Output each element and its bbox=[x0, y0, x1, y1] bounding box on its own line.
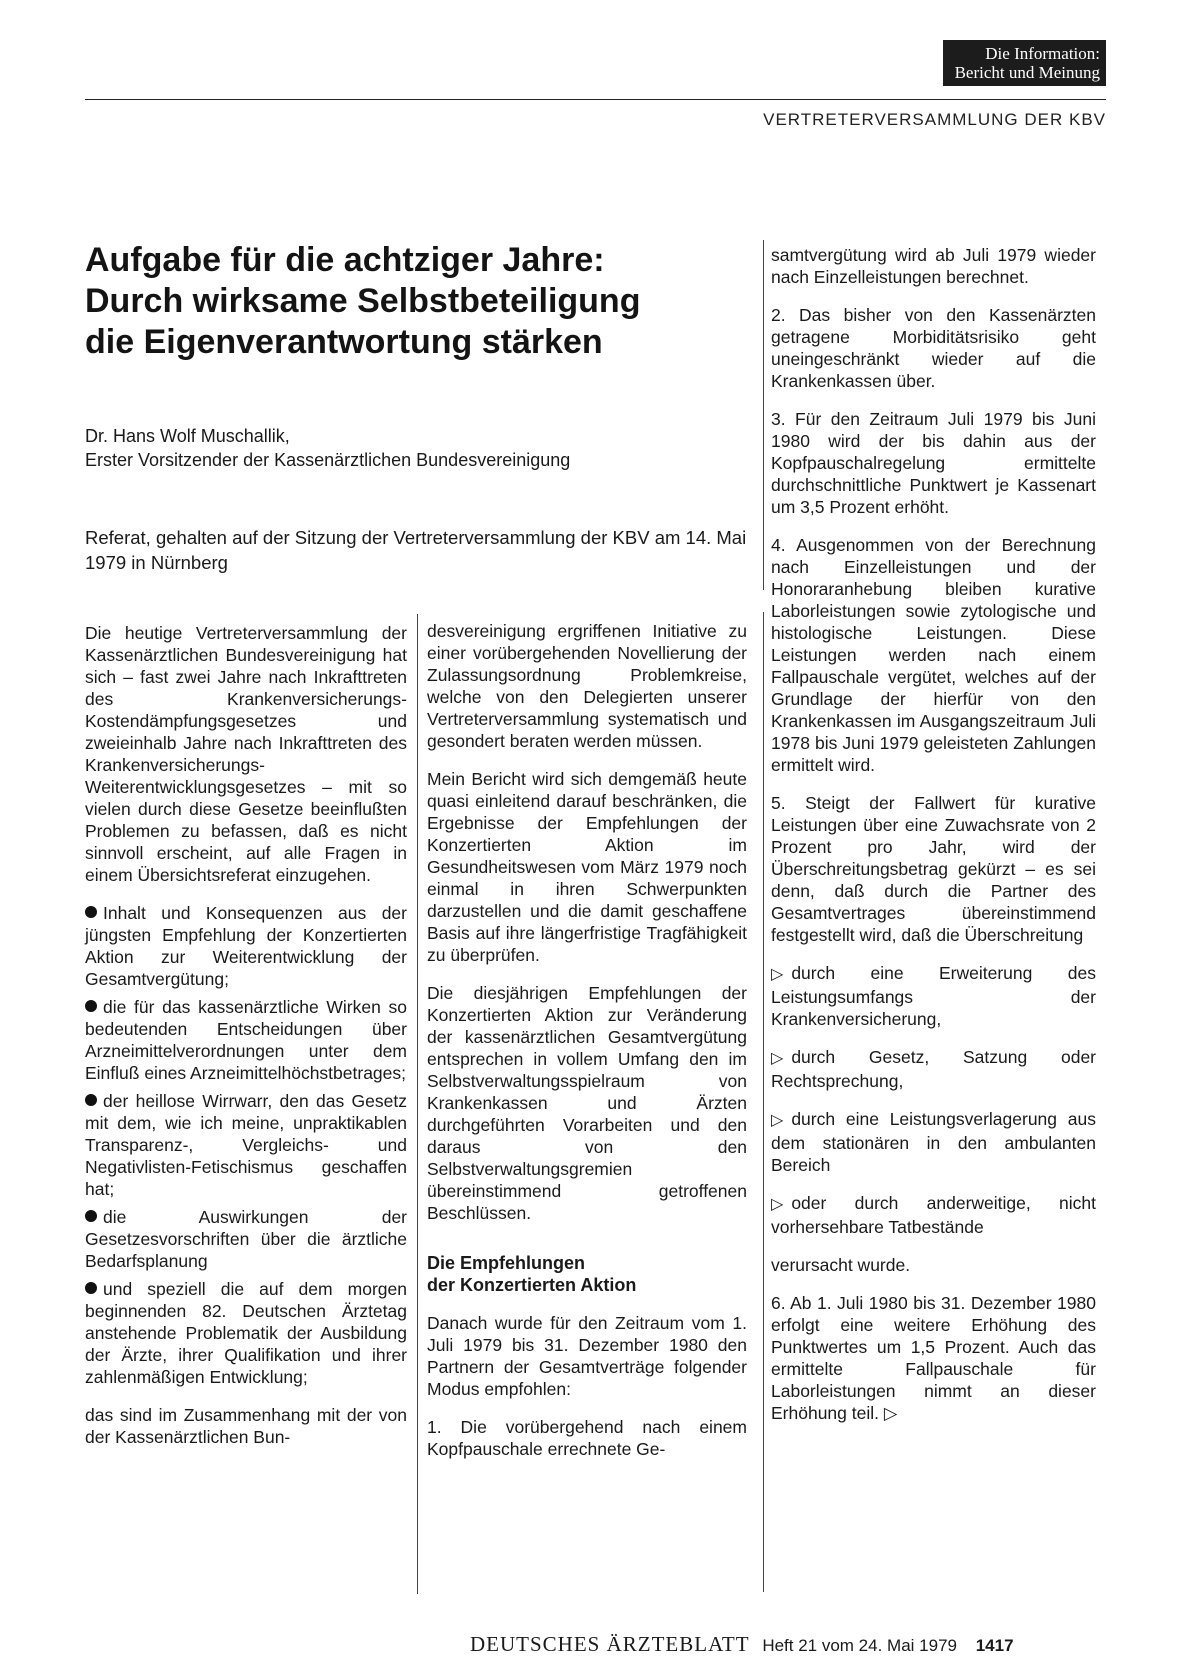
paragraph: desvereinigung ergriffenen Initiative zu einer vorübergehenden Novellierung der Zulassungsordnung Problemkreise, welche von den Delegierten unserer Vertreterversammlung systematisch und gesondert beraten werden müssen. bbox=[427, 621, 747, 751]
paragraph: 1. Die vorübergehend nach einem Kopfpauschale errechnete Ge- bbox=[427, 1417, 747, 1459]
bullet-item bbox=[85, 1278, 407, 1388]
bullet-icon bbox=[85, 906, 97, 918]
continue-arrow-icon: ▷ bbox=[883, 1403, 898, 1423]
arrow-item bbox=[771, 1192, 1096, 1238]
column-divider bbox=[763, 240, 764, 590]
paragraph: 5. Steigt der Fallwert für kurative Leistungen über eine Zuwachsrate von 2 Prozent pro Jahr, wird der Überschreitungsbetrag gekürzt – es sei denn, daß durch die Partner des Gesamtvertrages übereinstimmend festgestellt wird, daß die Überschreitung bbox=[771, 793, 1096, 945]
bullet-item bbox=[85, 1090, 407, 1200]
section-tag-line1: Die Information: bbox=[985, 44, 1100, 63]
subheading bbox=[427, 1252, 747, 1296]
triangle-right-icon: ▷ bbox=[771, 966, 784, 983]
subheading-line-1: Die Empfehlungen bbox=[427, 1253, 586, 1273]
article-title bbox=[85, 240, 765, 363]
paragraph: 2. Das bisher von den Kassenärzten getragene Morbiditätsrisiko geht uneingeschränkt wieder auf die Krankenkassen über. bbox=[771, 305, 1096, 391]
arrow-item bbox=[771, 1046, 1096, 1092]
paragraph: Danach wurde für den Zeitraum vom 1. Juli 1979 bis 31. Dezember 1980 den Partnern der Gesamtverträge folgender Modus empfohlen: bbox=[427, 1313, 747, 1399]
paragraph: samtvergütung wird ab Juli 1979 wieder nach Einzelleistungen berechnet. bbox=[771, 245, 1096, 287]
text-column-1 bbox=[85, 622, 407, 1464]
closing-paragraph: das sind im Zusammenhang mit der von der Kassenärztlichen Bun- bbox=[85, 1405, 407, 1447]
paragraph: 3. Für den Zeitraum Juli 1979 bis Juni 1980 wird der bis dahin aus der Kopfpauschalregelung ermittelte durchschnittliche Punktwert je Kassenart um 3,5 Prozent erhöht. bbox=[771, 409, 1096, 517]
arrow-item bbox=[771, 1108, 1096, 1176]
title-line-1: Aufgabe für die achtziger Jahre: bbox=[85, 241, 605, 279]
intro-paragraph: Die heutige Vertreterversammlung der Kassenärztlichen Bundesvereinigung hat sich – fast zwei Jahre nach Inkrafttreten des Krankenversicherungs-Kostendämpfungsgesetzes und zweieinhalb Jahre nach Inkrafttreten des Krankenversicherungs-Weiterentwicklungsgesetzes – mit so vielen durch diese Gesetze beeinflußten Problemen zu befassen, daß es nicht sinnvoll erscheint, auf alle Fragen in einem Übersichtsreferat einzugehen. bbox=[85, 623, 407, 885]
page-footer bbox=[470, 1632, 1090, 1657]
arrow-item-text: durch eine Leistungsverlagerung aus dem stationären in den ambulanten Bereich bbox=[771, 1109, 1096, 1175]
triangle-right-icon: ▷ bbox=[771, 1112, 784, 1129]
issue-info: Heft 21 vom 24. Mai 1979 bbox=[762, 1636, 957, 1655]
bullet-text: der heillose Wirrwarr, den das Gesetz mit dem, wie ich meine, unpraktikablen Transparenz-, Vergleichs- und Negativlisten-Fetischismus geschaffen hat; bbox=[85, 1091, 407, 1199]
author-block bbox=[85, 424, 765, 472]
bullet-text: die Auswirkungen der Gesetzesvorschriften über die ärztliche Bedarfsplanung bbox=[85, 1207, 407, 1271]
paragraph: 4. Ausgenommen von der Berechnung nach Einzelleistungen und der Honoraranhebung bleiben kurative Laborleistungen sowie zytologische und histologische Leistungen. Diese Leistungen werden nach einem Fallpauschale vergütet, welches auf der Grundlage der hierfür von den Krankenkassen im Ausgangszeitraum Juli 1978 bis Juni 1979 geleisteten Zahlungen ermittelt wird. bbox=[771, 535, 1096, 775]
bullet-icon bbox=[85, 1000, 97, 1012]
paragraph bbox=[771, 1292, 1096, 1424]
journal-name: DEUTSCHES ÄRZTEBLATT bbox=[470, 1632, 750, 1656]
header-rule bbox=[85, 99, 1106, 100]
page-number: 1417 bbox=[975, 1636, 1014, 1655]
author-role: Erster Vorsitzender der Kassenärztlichen Bundesvereinigung bbox=[85, 450, 571, 470]
bullet-text: und speziell die auf dem morgen beginnenden 82. Deutschen Ärztetag anstehende Problematik der Ausbildung der Ärzte, ihrer Qualifikation und ihrer zahlenmäßigen Entwicklung; bbox=[85, 1279, 407, 1387]
arrow-item-text: durch eine Erweiterung des Leistungsumfangs der Krankenversicherung, bbox=[771, 963, 1096, 1029]
title-line-3: die Eigenverantwortung stärken bbox=[85, 323, 603, 361]
subheading-line-2: der Konzertierten Aktion bbox=[427, 1275, 637, 1295]
title-line-2: Durch wirksame Selbstbeteiligung bbox=[85, 282, 641, 320]
triangle-right-icon: ▷ bbox=[771, 1050, 784, 1067]
author-name: Dr. Hans Wolf Muschallik, bbox=[85, 426, 290, 446]
referat-note: Referat, gehalten auf der Sitzung der Vertreterversammlung der KBV am 14. Mai 1979 in Nürnberg bbox=[85, 527, 747, 573]
bullet-icon bbox=[85, 1094, 97, 1106]
bullet-item bbox=[85, 902, 407, 990]
arrow-item-text: oder durch anderweitige, nicht vorhersehbare Tatbestände bbox=[771, 1193, 1096, 1237]
arrow-item-text: durch Gesetz, Satzung oder Rechtsprechung, bbox=[771, 1047, 1096, 1091]
text-column-3 bbox=[771, 244, 1096, 1440]
text-column-2 bbox=[427, 620, 747, 1476]
bullet-item bbox=[85, 996, 407, 1084]
paragraph: Mein Bericht wird sich demgemäß heute quasi einleitend darauf beschränken, die Ergebnisse der Empfehlungen der Konzertierten Aktion im Gesundheitswesen vom März 1979 noch einmal in ihren Schwerpunkten darzustellen und die damit geschaffene Basis auf ihre längerfristige Tragfähigkeit zu überprüfen. bbox=[427, 769, 747, 965]
column-divider bbox=[763, 612, 764, 1592]
paragraph: Die diesjährigen Empfehlungen der Konzertierten Aktion zur Veränderung der kassenärztlichen Gesamtvergütung entsprechen in vollem Umfang den im Selbstverwaltungsspielraum von Krankenkassen und Ärzten durchgeführten Vorarbeiten und den daraus von den Selbstverwaltungsgremien übereinstimmend getroffenen Beschlüssen. bbox=[427, 983, 747, 1223]
bullet-item bbox=[85, 1206, 407, 1272]
column-divider bbox=[417, 614, 418, 1594]
bullet-text: die für das kassenärztliche Wirken so bedeutenden Entscheidungen über Arzneimittelverordnungen unter dem Einfluß eines Arzneimittelhöchstbetrages; bbox=[85, 997, 407, 1083]
paragraph-text: 6. Ab 1. Juli 1980 bis 31. Dezember 1980 erfolgt eine weitere Erhöhung des Punktwertes um 1,5 Prozent. Auch das ermittelte Fallpauschale für Laborleistungen nimmt an dieser Erhöhung teil. bbox=[771, 1293, 1096, 1423]
triangle-right-icon: ▷ bbox=[771, 1196, 784, 1213]
bullet-icon bbox=[85, 1210, 97, 1222]
section-title: VERTRETERVERSAMMLUNG DER KBV bbox=[763, 110, 1106, 129]
paragraph: verursacht wurde. bbox=[771, 1255, 911, 1275]
bullet-text: Inhalt und Konsequenzen aus der jüngsten Empfehlung der Konzertierten Aktion zur Weiterentwicklung der Gesamtvergütung; bbox=[85, 903, 407, 989]
section-tag-line2: Bericht und Meinung bbox=[954, 63, 1100, 82]
arrow-item bbox=[771, 962, 1096, 1030]
section-tag bbox=[943, 40, 1106, 86]
bullet-icon bbox=[85, 1282, 97, 1294]
